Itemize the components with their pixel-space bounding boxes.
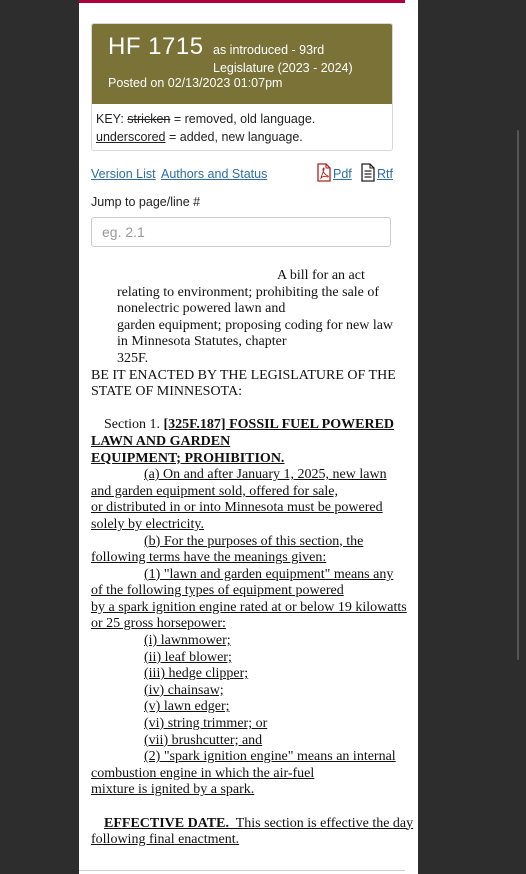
section-heading: EQUIPMENT; PROHIBITION. xyxy=(91,450,285,466)
text-document-icon xyxy=(361,163,375,182)
pdf-document-icon xyxy=(317,163,331,182)
bill-number: HF 1715 xyxy=(108,33,204,60)
list-item: (v) lawn edger; xyxy=(144,699,230,715)
bill-status xyxy=(213,41,383,77)
content-bottom-border xyxy=(79,870,405,871)
key-line-underscored: underscored = added, new language. xyxy=(96,130,303,144)
bill-title-line: A bill for an act xyxy=(277,268,365,283)
key-stricken-sample: stricken xyxy=(127,112,171,126)
bill-text-line: following terms have the meanings given: xyxy=(91,550,327,566)
version-list-link[interactable]: Version List xyxy=(91,167,156,181)
list-item: (vi) string trimmer; or xyxy=(144,716,268,732)
list-item: (vii) brushcutter; and xyxy=(144,732,263,748)
bill-title-line: 325F. xyxy=(117,350,149,366)
bill-title-line: in Minnesota Statutes, chapter xyxy=(117,334,287,350)
bill-text-line: (a) On and after January 1, 2025, new lawn xyxy=(144,467,387,483)
authors-status-link[interactable]: Authors and Status xyxy=(161,167,268,181)
bill-text-line: or 25 gross horsepower: xyxy=(91,616,226,632)
bill-title-line: nonelectric powered lawn and xyxy=(117,301,286,317)
bill-text-line: mixture is ignited by a spark. xyxy=(91,782,255,798)
bill-text-line: combustion engine in which the air-fuel xyxy=(91,765,315,781)
enacting-clause-line: STATE OF MINNESOTA: xyxy=(91,384,242,400)
scrollbar[interactable] xyxy=(517,130,519,660)
bill-text-line: or distributed in or into Minnesota must be powered xyxy=(91,500,383,516)
bill-text-line: of the following types of equipment powered xyxy=(91,583,344,599)
list-item: (ii) leaf blower; xyxy=(144,649,232,665)
list-item: (iv) chainsaw; xyxy=(144,682,224,698)
bill-info-card xyxy=(91,23,393,151)
markup-key xyxy=(92,104,392,150)
left-gutter xyxy=(0,0,79,874)
bill-text-line: by a spark ignition engine rated at or below 19 kilowatts xyxy=(91,599,407,615)
bill-posted-date: Posted on 02/13/2023 01:07pm xyxy=(108,76,283,90)
bill-title-line: garden equipment; proposing coding for new law xyxy=(117,317,394,333)
list-item: (i) lawnmower; xyxy=(144,633,231,649)
pdf-link-label: Pdf xyxy=(333,167,352,181)
bill-title-line: relating to environment; prohibiting the sale of xyxy=(117,284,380,300)
key-line-stricken: KEY: stricken = removed, old language. xyxy=(96,112,316,126)
right-gutter xyxy=(418,0,526,874)
bill-text-line: (b) For the purposes of this section, the xyxy=(144,533,364,549)
bill-text-line: solely by electricity. xyxy=(91,516,204,532)
effective-date-line: EFFECTIVE DATE. This section is effective the day xyxy=(104,815,414,831)
enacting-clause-line: BE IT ENACTED BY THE LEGISLATURE OF THE xyxy=(91,367,396,383)
bill-text xyxy=(91,268,414,849)
effective-date-line: following final enactment. xyxy=(91,832,240,848)
effective-date-heading: EFFECTIVE DATE. xyxy=(104,815,229,831)
jump-to-line-label: Jump to page/line # xyxy=(91,195,201,209)
top-accent-bar xyxy=(79,0,405,3)
pdf-link[interactable] xyxy=(317,163,352,182)
bill-status-line-2: Legislature (2023 - 2024) xyxy=(213,61,353,75)
rtf-link[interactable] xyxy=(361,163,393,182)
bill-links-row xyxy=(91,163,393,187)
section-heading: LAWN AND GARDEN xyxy=(91,433,231,449)
bill-status-line-1: as introduced - 93rd xyxy=(213,43,325,57)
bill-text-line: and garden equipment sold, offered for sale, xyxy=(91,483,338,499)
rtf-link-label: Rtf xyxy=(377,167,393,181)
bill-text-line: (2) "spark ignition engine" means an internal xyxy=(144,749,396,765)
list-item: (iii) hedge clipper; xyxy=(144,666,249,682)
section-heading: Section 1. [325F.187] FOSSIL FUEL POWERED xyxy=(104,417,395,433)
bill-header xyxy=(92,24,392,104)
key-underscored-sample: underscored xyxy=(96,130,166,144)
jump-to-line-input[interactable] xyxy=(91,217,391,247)
page-content xyxy=(79,0,418,874)
bill-text-line: (1) "lawn and garden equipment" means any xyxy=(144,566,394,582)
